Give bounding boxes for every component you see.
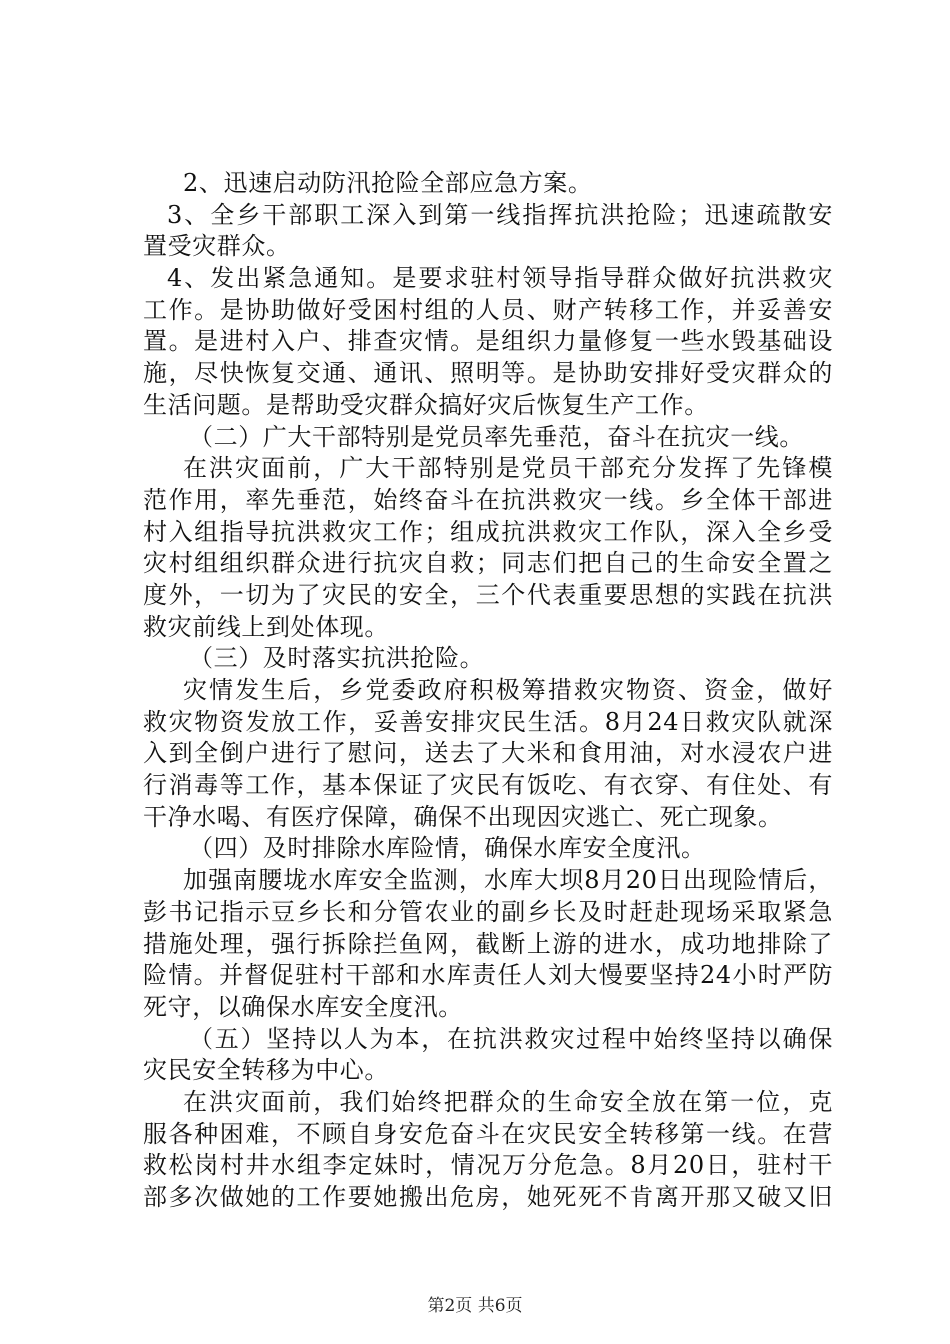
paragraph-line: 彭书记指示豆乡长和分管农业的副乡长及时赶赴现场采取紧急 — [143, 897, 833, 926]
paragraph-line: 生活问题。是帮助受灾群众搞好灾后恢复生产工作。 — [143, 390, 709, 419]
section-heading: （四）及时排除水库险情，确保水库安全度汛。 — [189, 834, 706, 863]
paragraph-line: 加强南腰垅水库安全监测，水库大坝8月20日出现险情后， — [183, 866, 833, 895]
paragraph-line: 行消毒等工作，基本保证了灾民有饭吃、有衣穿、有住处、有 — [143, 771, 833, 800]
paragraph-line: 范作用，率先垂范，始终奋斗在抗洪救灾一线。乡全体干部进 — [143, 485, 833, 514]
paragraph-line: 救灾物资发放工作，妥善安排灾民生活。8月24日救灾队就深 — [143, 707, 833, 736]
section-heading: （二）广大干部特别是党员率先垂范，奋斗在抗灾一线。 — [189, 422, 804, 451]
paragraph-line: 险情。并督促驻村干部和水库责任人刘大慢要坚持24小时严防 — [143, 961, 833, 990]
paragraph-line: 村入组指导抗洪救灾工作；组成抗洪救灾工作队，深入全乡受 — [143, 517, 833, 546]
document-body — [143, 168, 833, 1214]
paragraph-line: 4、发出紧急通知。是要求驻村领导指导群众做好抗洪救灾 — [167, 264, 833, 293]
paragraph-line: 死守，以确保水库安全度汛。 — [143, 992, 463, 1021]
paragraph-line: 施，尽快恢复交通、通讯、照明等。是协助安排好受灾群众的 — [143, 359, 833, 388]
paragraph-line: 在洪灾面前，广大干部特别是党员干部充分发挥了先锋模 — [183, 454, 833, 483]
paragraph-line: 在洪灾面前，我们始终把群众的生命安全放在第一位，克 — [183, 1087, 833, 1116]
paragraph-line: 灾村组组织群众进行抗灾自救；同志们把自己的生命安全置之 — [143, 549, 833, 578]
section-heading: （三）及时落实抗洪抢险。 — [189, 644, 485, 673]
paragraph-line: 灾情发生后，乡党委政府积极筹措救灾物资、资金，做好 — [183, 676, 833, 704]
paragraph-line: 工作。是协助做好受困村组的人员、财产转移工作，并妥善安 — [143, 295, 833, 324]
section-heading: （五）坚持以人为本，在抗洪救灾过程中始终坚持以确保 — [189, 1024, 833, 1053]
page-number-footer: 第2页 共6页 — [427, 1296, 523, 1316]
paragraph-line: 服各种困难，不顾自身安危奋斗在灾民安全转移第一线。在营 — [143, 1119, 833, 1148]
paragraph-line: 救灾前线上到处体现。 — [143, 612, 389, 641]
paragraph-line: 2、迅速启动防汛抢险全部应急方案。 — [183, 169, 593, 197]
paragraph-line: 救松岗村井水组李定妹时，情况万分危急。8月20日，驻村干 — [143, 1151, 833, 1180]
paragraph-line: 3、全乡干部职工深入到第一线指挥抗洪抢险；迅速疏散安 — [167, 200, 833, 229]
paragraph-line: 置受灾群众。 — [143, 232, 291, 261]
paragraph-line: 干净水喝、有医疗保障，确保不出现因灾逃亡、死亡现象。 — [143, 802, 783, 831]
paragraph-line: 置。是进村入户、排查灾情。是组织力量修复一些水毁基础设 — [143, 327, 833, 356]
paragraph-line: 措施处理，强行拆除拦鱼网，截断上游的进水，成功地排除了 — [143, 929, 833, 958]
paragraph-line: 部多次做她的工作要她搬出危房，她死死不肯离开那又破又旧 — [143, 1183, 833, 1211]
paragraph-line: 入到全倒户进行了慰问，送去了大米和食用油，对水浸农户进 — [143, 739, 833, 768]
paragraph-line: 灾民安全转移为中心。 — [143, 1056, 389, 1085]
paragraph-line: 度外，一切为了灾民的安全，三个代表重要思想的实践在抗洪 — [143, 580, 833, 609]
